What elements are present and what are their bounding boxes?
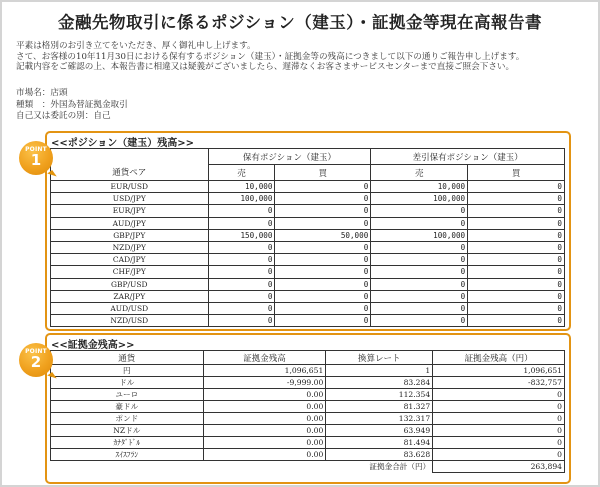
account-type: 自己又は委託の別：自己 [16,111,111,121]
currency-cell: ドル [51,377,204,389]
balance-jpy-cell: 0 [433,413,565,425]
rate-cell: 83.628 [326,449,433,461]
margin-section [45,333,571,484]
intro-line: さて、お客様の10年11月30日における保有するポジション（建玉）・証拠金等の残高につきまして以下の通りご報告申し上げます。 [16,51,525,62]
point-2-badge [19,343,53,377]
table-row [51,229,565,241]
rate-cell: 83.284 [326,377,433,389]
held-sell-cell: 0 [208,254,275,266]
pair-cell: USD/JPY [51,193,209,205]
col-header-rate: 換算レート [326,351,433,365]
pair-cell: CHF/JPY [51,266,209,278]
pair-cell: GBP/USD [51,278,209,290]
table-row [51,425,565,437]
held-sell-cell: 0 [208,266,275,278]
point-number: 2 [30,353,42,371]
report-title: 金融先物取引に係るポジション（建玉）・証拠金等現在高報告書 [57,13,542,32]
col-header-held-sell: 売 [208,165,275,181]
table-row [51,181,565,193]
pair-cell: NZD/JPY [51,241,209,253]
table-row [51,365,565,377]
net-buy-cell: 0 [468,266,565,278]
balance-jpy-cell: 0 [433,389,565,401]
currency-cell: ユーロ [51,389,204,401]
net-sell-cell: 0 [371,241,468,253]
net-sell-cell: 0 [371,205,468,217]
net-sell-cell: 0 [371,315,468,327]
currency-cell: NZドル [51,425,204,437]
held-buy-cell: 0 [275,181,371,193]
table-header-row [51,149,565,165]
rate-cell: 112.354 [326,389,433,401]
held-sell-cell: 0 [208,278,275,290]
col-header-balance-jpy: 証拠金残高（円） [433,351,565,365]
net-sell-cell: 0 [371,302,468,314]
held-buy-cell: 50,000 [275,229,371,241]
intro-text [16,41,524,73]
col-header-net-buy: 買 [468,165,565,181]
table-row [51,315,565,327]
held-buy-cell: 0 [275,254,371,266]
pair-cell: EUR/JPY [51,205,209,217]
point-number: 1 [30,151,42,169]
held-buy-cell: 0 [275,205,371,217]
total-label: 証拠金合計（円） [326,461,433,473]
table-row [51,413,565,425]
market-name: 市場名：店頭 [16,88,68,98]
net-sell-cell: 100,000 [371,193,468,205]
table-row [51,401,565,413]
pair-cell: CAD/JPY [51,254,209,266]
held-buy-cell: 0 [275,278,371,290]
held-sell-cell: 0 [208,315,275,327]
held-sell-cell: 10,000 [208,181,275,193]
balance-cell: 0.00 [203,437,326,449]
net-buy-cell: 0 [468,290,565,302]
net-buy-cell: 0 [468,278,565,290]
trade-type: 種類 ：外国為替証拠金取引 [16,99,128,110]
net-buy-cell: 0 [468,205,565,217]
net-buy-cell: 0 [468,193,565,205]
report-meta [16,88,128,123]
balance-jpy-cell: 0 [433,437,565,449]
table-row [51,449,565,461]
balance-cell: 0.00 [203,449,326,461]
balance-cell: 1,096,651 [203,365,326,377]
currency-cell: ｽｲｽﾌﾗﾝ [51,449,204,461]
col-header-net-sell: 売 [371,165,468,181]
held-sell-cell: 100,000 [208,193,275,205]
rate-cell: 81.494 [326,437,433,449]
point-label: POINT [25,146,47,153]
held-buy-cell: 0 [275,217,371,229]
balance-cell: -9,999.00 [203,377,326,389]
net-sell-cell: 0 [371,290,468,302]
held-sell-cell: 0 [208,205,275,217]
col-header-held-group: 保有ポジション（建玉） [208,149,371,165]
margin-table [50,350,565,473]
total-row [51,461,565,473]
net-sell-cell: 0 [371,217,468,229]
balance-jpy-cell: 0 [433,401,565,413]
total-value: 263,894 [433,461,565,473]
table-row [51,266,565,278]
table-row [51,377,565,389]
pair-cell: GBP/JPY [51,229,209,241]
net-sell-cell: 10,000 [371,181,468,193]
point-1-badge [19,141,53,175]
net-buy-cell: 0 [468,181,565,193]
balance-jpy-cell: 1,096,651 [433,365,565,377]
currency-cell: 豪ドル [51,401,204,413]
balance-jpy-cell: 0 [433,449,565,461]
held-sell-cell: 0 [208,217,275,229]
positions-section [45,131,571,331]
held-sell-cell: 0 [208,290,275,302]
currency-cell: ポンド [51,413,204,425]
col-header-held-buy: 買 [275,165,371,181]
table-row [51,217,565,229]
net-sell-cell: 0 [371,266,468,278]
net-sell-cell: 100,000 [371,229,468,241]
held-sell-cell: 150,000 [208,229,275,241]
col-header-pair: 通貨ペア [51,149,209,181]
net-buy-cell: 0 [468,254,565,266]
table-row [51,205,565,217]
balance-cell: 0.00 [203,425,326,437]
balance-cell: 0.00 [203,401,326,413]
rate-cell: 81.327 [326,401,433,413]
intro-line: 記載内容をご確認の上、本報告書に相違又は疑義がございましたら、遅滞なくお客さまサービスセンターまで直接ご照会下さい。 [16,62,515,72]
rate-cell: 63.949 [326,425,433,437]
currency-cell: 円 [51,365,204,377]
pair-cell: AUD/JPY [51,217,209,229]
table-row [51,437,565,449]
held-buy-cell: 0 [275,266,371,278]
table-row [51,302,565,314]
table-header-row [51,351,565,365]
pair-cell: AUD/USD [51,302,209,314]
table-row [51,193,565,205]
balance-cell: 0.00 [203,389,326,401]
held-sell-cell: 0 [208,302,275,314]
balance-cell: 0.00 [203,413,326,425]
held-buy-cell: 0 [275,302,371,314]
held-buy-cell: 0 [275,241,371,253]
intro-line: 平素は格別のお引き立てをいただき、厚く御礼申し上げます。 [16,41,256,51]
net-buy-cell: 0 [468,302,565,314]
pair-cell: EUR/USD [51,181,209,193]
pair-cell: ZAR/JPY [51,290,209,302]
net-buy-cell: 0 [468,315,565,327]
pair-cell: NZD/USD [51,315,209,327]
held-buy-cell: 0 [275,290,371,302]
col-header-currency: 通貨 [51,351,204,365]
balance-jpy-cell: 0 [433,425,565,437]
net-buy-cell: 0 [468,229,565,241]
balance-jpy-cell: -832,757 [433,377,565,389]
table-row [51,241,565,253]
held-buy-cell: 0 [275,193,371,205]
col-header-balance: 証拠金残高 [203,351,326,365]
held-buy-cell: 0 [275,315,371,327]
net-buy-cell: 0 [468,241,565,253]
margin-section-title: <<証拠金残高>> [51,340,135,351]
positions-section-title: <<ポジション（建玉）残高>> [51,138,195,149]
table-row [51,254,565,266]
rate-cell: 1 [326,365,433,377]
net-sell-cell: 0 [371,278,468,290]
table-row [51,290,565,302]
col-header-net-group: 差引保有ポジション（建玉） [371,149,565,165]
positions-table [50,148,565,327]
held-sell-cell: 0 [208,241,275,253]
net-buy-cell: 0 [468,217,565,229]
table-row [51,278,565,290]
net-sell-cell: 0 [371,254,468,266]
rate-cell: 132.317 [326,413,433,425]
currency-cell: ｶﾅﾀﾞﾄﾞﾙ [51,437,204,449]
table-row [51,389,565,401]
point-label: POINT [25,348,47,355]
